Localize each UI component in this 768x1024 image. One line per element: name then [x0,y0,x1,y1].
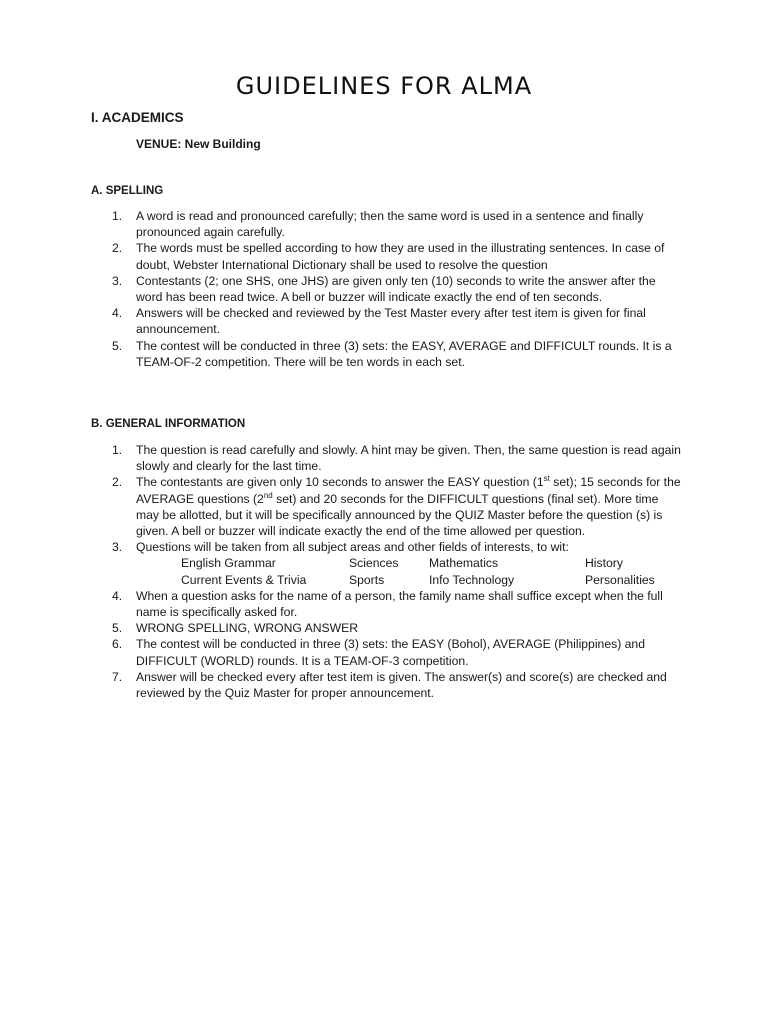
list-number: 4. [112,588,123,603]
topic: Info Technology [429,572,515,587]
list-item [112,636,682,668]
list-text: Contestants (2; one SHS, one JHS) are given only ten (10) seconds to write the answer after the word has been read twice. A bell or buzzer will indicate exactly the end of ten seconds. [136,273,656,305]
list-number: 3. [112,273,123,288]
list-item [112,539,682,588]
list-text: When a question asks for the name of a person, the family name shall suffice except when the full name is specifically asked for. [136,588,663,620]
list-text: The words must be spelled according to how they are used in the illustrating sentences. In case of doubt, Webster International Dictionary shall be used to resolve the question [136,241,665,272]
list-number: 5. [112,621,123,636]
list-item [112,273,682,305]
topic: Current Events & Trivia [181,572,307,587]
ordinal-suffix: st [543,474,550,484]
list-text: Answers will be checked and reviewed by the Test Master every after test item is given for final announcement. [136,306,646,337]
topic: Sciences [349,556,399,571]
list-number: 2. [112,475,123,490]
venue-line: VENUE: New Building [136,137,261,151]
list-number: 1. [112,443,123,457]
list-number: 3. [112,540,123,555]
section-heading-academics: I. ACADEMICS [91,110,184,125]
list-number: 7. [112,669,123,684]
list-item [112,338,682,370]
list-item [112,474,682,539]
list-item [112,442,682,474]
list-text: The contest will be conducted in three (3) sets: the EASY, AVERAGE and DIFFICULT rounds. It is a TEAM-OF-2 competition. There will be ten words in each set. [136,338,672,369]
list-item [112,305,682,337]
topic: Mathematics [429,556,499,571]
text-part: The contestants are given only 10 seconds to answer the EASY question (1 [136,475,544,490]
list-number: 5. [112,338,123,353]
spelling-list [112,208,682,370]
list-item [112,620,682,636]
general-info-list [112,442,682,701]
list-item [112,669,682,701]
list-item [112,240,682,272]
topic: History [585,556,623,571]
list-text: WRONG SPELLING, WRONG ANSWER [136,621,359,636]
list-number: 4. [112,306,123,321]
list-item [112,208,682,240]
list-text [136,475,681,538]
topic: English Grammar [181,556,276,571]
page-title: GUIDELINES FOR ALMA [235,72,533,100]
ordinal-suffix: nd [263,490,273,500]
list-number: 2. [112,241,123,256]
list-text: A word is read and pronounced carefully; then the same word is used in a sentence and finally pronounced again carefully. [136,209,644,240]
topic: Personalities [585,572,655,587]
text-part: set); 15 seconds for the AVERAGE questions (2 [136,475,681,506]
topic: Sports [349,572,385,587]
list-text: Questions will be taken from all subject areas and other fields of interests, to wit: [136,540,569,555]
topics-grid [181,555,682,587]
list-text: The contest will be conducted in three (3) sets: the EASY (Bohol), AVERAGE (Philippines) and DIFFICULT (WORLD) rounds. It is a TEAM-OF-3 competition. [136,637,645,668]
section-heading-spelling: A. SPELLING [91,185,164,197]
list-text: Answer will be checked every after test item is given. The answer(s) and score(s) are checked and reviewed by the Quiz Master for proper announcement. [136,669,667,701]
list-number: 6. [112,637,123,652]
list-text: The question is read carefully and slowly. A hint may be given. Then, the same question is read again slowly and clearly for the last time. [136,443,681,474]
list-item [112,588,682,620]
text-part: set) and 20 seconds for the DIFFICULT questions (final set). More time may be allotted, but it will be specifically announced by the QUIZ Master before the question (s) is given. A bell or buzzer will indicate exactly the end of the time allowed per question. [136,491,663,539]
section-heading-general: B. GENERAL INFORMATION [91,418,246,430]
list-number: 1. [112,209,123,223]
